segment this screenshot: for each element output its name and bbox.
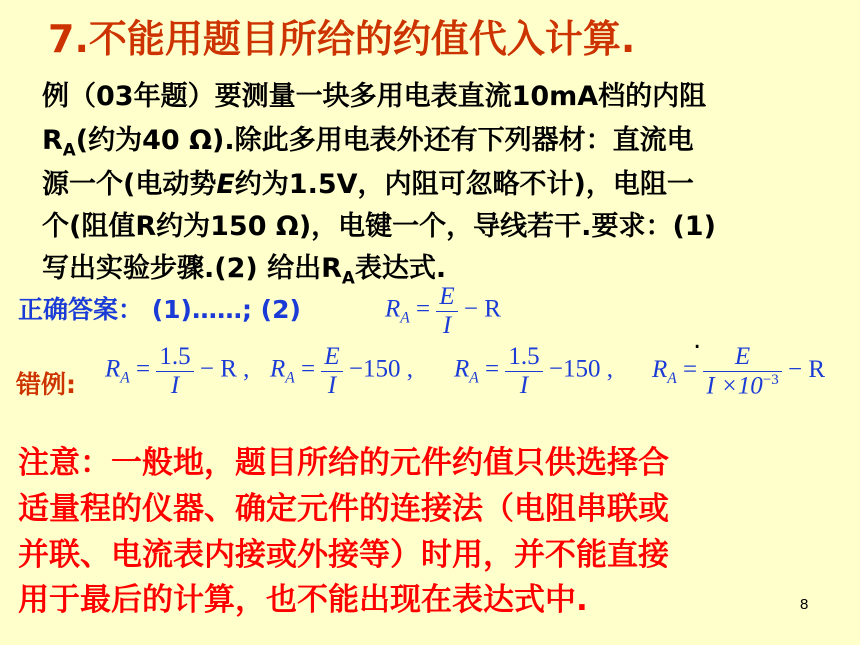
note-line-1: 注意：一般地，题目所给的元件约值只供选择合 bbox=[18, 445, 669, 481]
page-number: 8 bbox=[800, 596, 809, 613]
note-line-3: 并联、电流表内接或外接等）时用，并不能直接 bbox=[18, 537, 669, 573]
wrong-formula-3: $R_A$ = $\frac{1.5}{I}$ −150 , bbox=[454, 343, 613, 399]
ra-subscript-2: A bbox=[341, 267, 355, 288]
wrong-formula-4: $R_A$ = $\frac{E}{I \times 10^{-3}}$ − R bbox=[652, 343, 826, 399]
ra-symbol: R bbox=[42, 125, 63, 156]
wrong-formula-1: $R_A$ = $\frac{1.5}{I}$ − R , bbox=[105, 343, 250, 399]
emf-symbol: E bbox=[216, 169, 235, 200]
slide-title: 7.不能用题目所给的约值代入计算. bbox=[48, 17, 636, 61]
correct-answer-label: 正确答案： (1)……; (2) bbox=[18, 295, 301, 324]
problem-line-4: 个(阻值R约为150 Ω)，电键一个，导线若干.要求：(1) bbox=[42, 211, 716, 242]
wrong-formula-2: $R_A$ = $\frac{E}{I}$ −150 , bbox=[270, 343, 413, 399]
problem-line-5 bbox=[42, 246, 446, 287]
problem-line-2 bbox=[42, 118, 694, 159]
problem-line-3-b: 约为1.5V，内阻可忽略不计)，电阻一 bbox=[234, 169, 694, 200]
note-line-4: 用于最后的计算，也不能出现在表达式中. bbox=[18, 582, 588, 618]
trailing-dot: . bbox=[693, 325, 702, 355]
wrong-examples-label: 错例: bbox=[16, 370, 76, 399]
problem-line-3-a: 源一个(电动势 bbox=[42, 169, 217, 200]
ra-subscript: A bbox=[62, 139, 76, 160]
problem-line-5-b: 表达式. bbox=[354, 253, 447, 284]
problem-line-1: 例（03年题）要测量一块多用电表直流10mA档的内阻 bbox=[42, 81, 707, 112]
correct-answer-formula: $R_A$ = $\frac{E}{I}$ − R bbox=[385, 283, 501, 339]
problem-line-5-a: 写出实验步骤.(2) 给出R bbox=[42, 253, 342, 284]
problem-line-3 bbox=[42, 162, 694, 201]
note-line-2: 适量程的仪器、确定元件的连接法（电阻串联或 bbox=[18, 491, 669, 527]
problem-line-2-text: (约为40 Ω).除此多用电表外还有下列器材：直流电 bbox=[75, 125, 694, 156]
